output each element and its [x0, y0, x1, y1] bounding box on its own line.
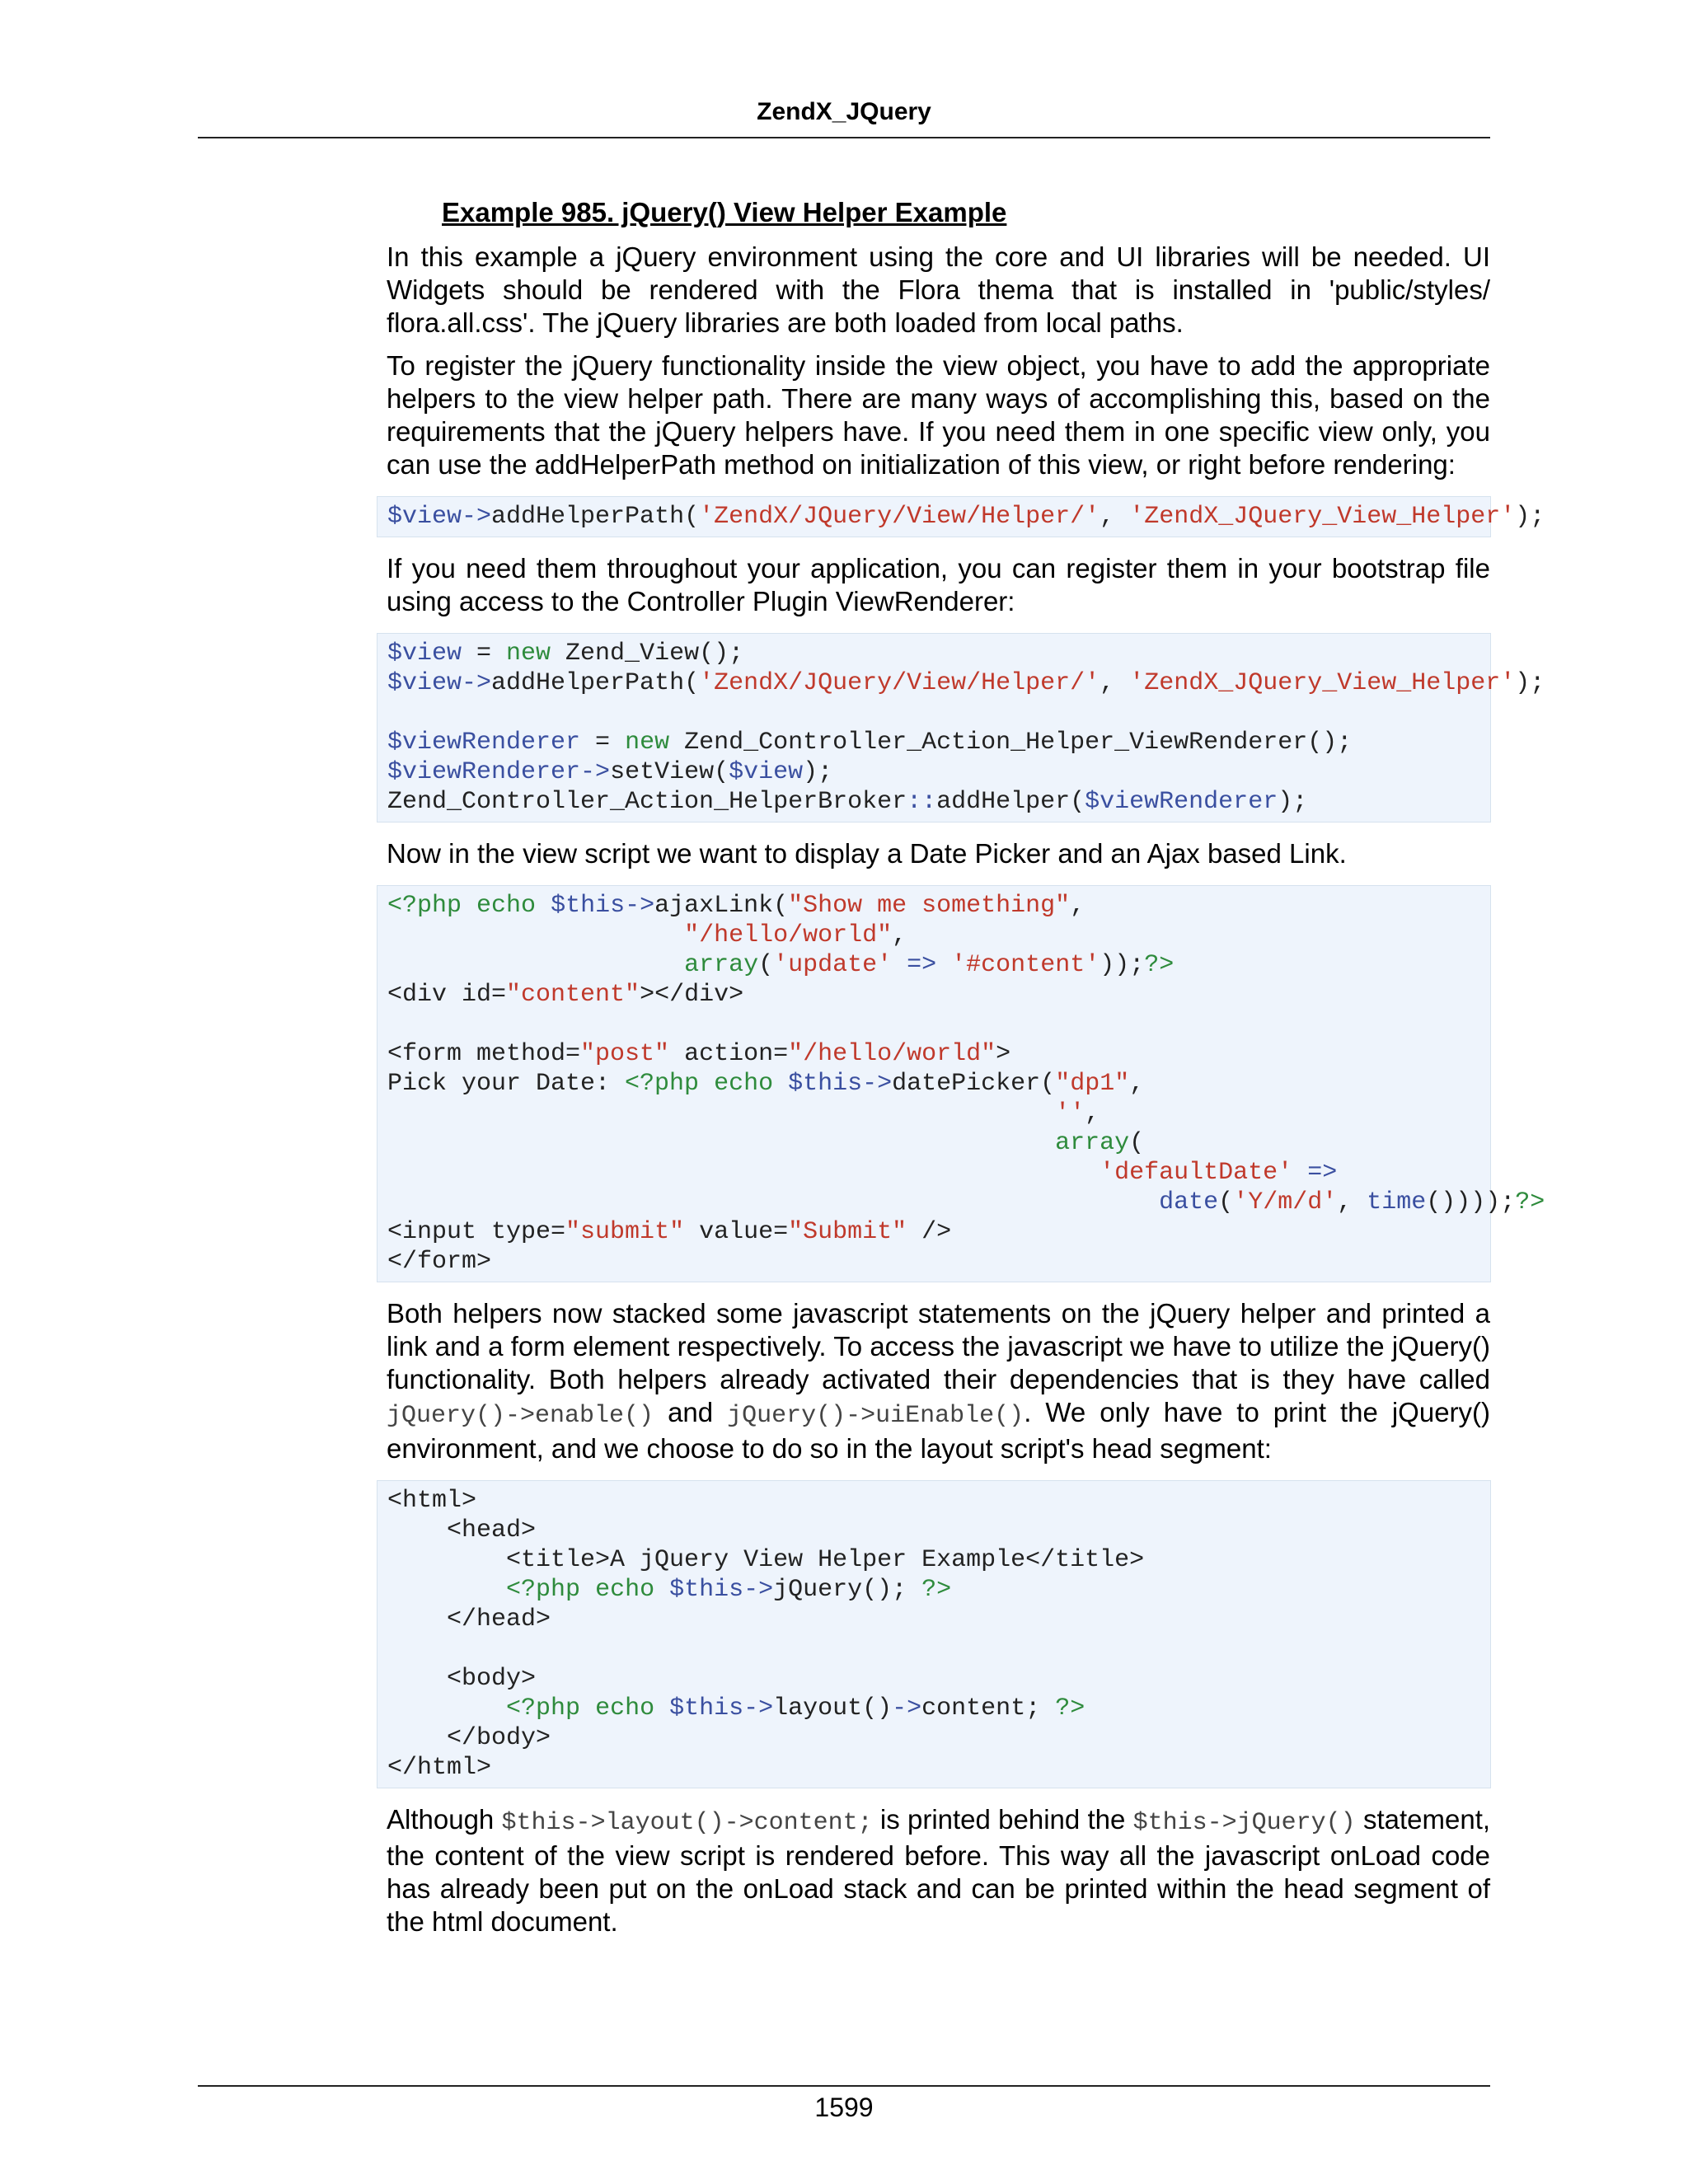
code-line: <?php echo $this->jQuery(); ?> [506, 1576, 952, 1604]
running-header: ZendX_JQuery [757, 98, 931, 125]
code-line: <body> [387, 1665, 537, 1693]
code-line: </body> [387, 1724, 551, 1752]
paragraph-bootstrap: If you need them throughout your application, you can register them in your bootstrap file using access to the Controller Plugin ViewRenderer: [387, 553, 1490, 616]
code-line: "/hello/world", [684, 921, 907, 949]
code-line: <head> [387, 1516, 537, 1544]
paragraph-register: To register the jQuery functionality inside the view object, you have to add the appropriate helpers to the view helper path. There are many ways of accomplishing this, based on the requirements that the jQuery helpers have. If you need them in one specific view only, you can use the addHelperPath method on initialization of this view, or right before rendering: [387, 350, 1490, 480]
code-block-add-helper-path [377, 496, 1545, 537]
page-content [387, 194, 1545, 1938]
code-line [387, 698, 1490, 728]
code-line: $viewRenderer->setView($view); [387, 758, 833, 786]
code-line: $view = new Zend_View(); [387, 640, 744, 668]
paragraph-intro: In this example a jQuery environment using the core and UI libraries will be needed. UI Widgets should be rendered with the Flora thema that is installed in 'public/styles/ flora.all.css'. The jQuery libraries are both loaded from local paths. [387, 241, 1490, 338]
example-title: Example 985. jQuery() View Helper Example [442, 197, 1007, 227]
code-line [387, 1010, 1490, 1039]
paragraph-helpers-text-b: . We only have to print the jQuery() environment, and we choose to do so in the layout script's head segment: [387, 1397, 1491, 1464]
code-line: <?php echo $this->layout()->content; ?> [506, 1694, 1085, 1722]
inline-code-layout-content: $this->layout()->content; [501, 1809, 873, 1837]
code-line: '', [1055, 1099, 1100, 1127]
code-block-layout [377, 1480, 1491, 1788]
code-line: <form method="post" action="/hello/world"> [387, 1040, 1011, 1068]
paragraph-conclusion [387, 1803, 1490, 1938]
code-line: <input type="submit" value="Submit" /> [387, 1218, 952, 1246]
code-line: </head> [387, 1605, 551, 1633]
paragraph-helpers-and: and [668, 1397, 714, 1427]
code-line: array('update' => '#content'));?> [684, 951, 1175, 979]
page-number: 1599 [814, 2093, 874, 2122]
code-line: <title>A jQuery View Helper Example</title> [387, 1546, 1145, 1574]
code-line: <html> [387, 1487, 477, 1515]
inline-code-jquery: $this->jQuery() [1132, 1809, 1356, 1837]
inline-code-uienable: jQuery()->uiEnable() [727, 1402, 1025, 1430]
code-block-view-script [377, 885, 1545, 1282]
code-line: <?php echo $this->ajaxLink("Show me something", [387, 892, 1085, 920]
paragraph-conclusion-text-b: is printed behind the [879, 1804, 1126, 1835]
paragraph-conclusion-text-a: Although [387, 1804, 495, 1835]
paragraph-helpers [387, 1297, 1490, 1465]
code-line: Zend_Controller_Action_HelperBroker::addHelper($viewRenderer); [387, 788, 1308, 816]
code-line: $view->addHelperPath('ZendX/JQuery/View/Helper/', 'ZendX_JQuery_View_Helper'); [387, 669, 1545, 697]
code-line: Pick your Date: <?php echo $this->datePicker("dp1", [387, 1070, 1145, 1098]
header-rule [198, 137, 1490, 138]
code-line: $viewRenderer = new Zend_Controller_Action_Helper_ViewRenderer(); [387, 729, 1353, 757]
code-line: array( [1055, 1129, 1145, 1157]
paragraph-conclusion-text-c: statement, the content of the view script is rendered before. This way all the javascript onLoad code has already been put on the onLoad stack and can be printed within the head segment of the html document. [387, 1804, 1491, 1937]
code-line [387, 1634, 1490, 1664]
code-line: $view->addHelperPath('ZendX/JQuery/View/Helper/', 'ZendX_JQuery_View_Helper'); [387, 503, 1545, 531]
code-line: </html> [387, 1754, 492, 1782]
code-line: <div id="content"></div> [387, 981, 744, 1009]
paragraph-view-script: Now in the view script we want to display a Date Picker and an Ajax based Link. [387, 838, 1347, 869]
code-line: </form> [387, 1248, 492, 1276]
code-line: 'defaultDate' => [1100, 1159, 1338, 1187]
inline-code-enable: jQuery()->enable() [387, 1402, 654, 1430]
footer-rule [198, 2085, 1490, 2087]
code-block-bootstrap [377, 633, 1545, 823]
code-line: date('Y/m/d', time())));?> [1159, 1188, 1545, 1216]
paragraph-helpers-text-a: Both helpers now stacked some javascript statements on the jQuery helper and printed a link and a form element respectively. To access the javascript we have to utilize the jQuery() functionality. Both helpers already activated their dependencies that is they have called [387, 1298, 1490, 1394]
